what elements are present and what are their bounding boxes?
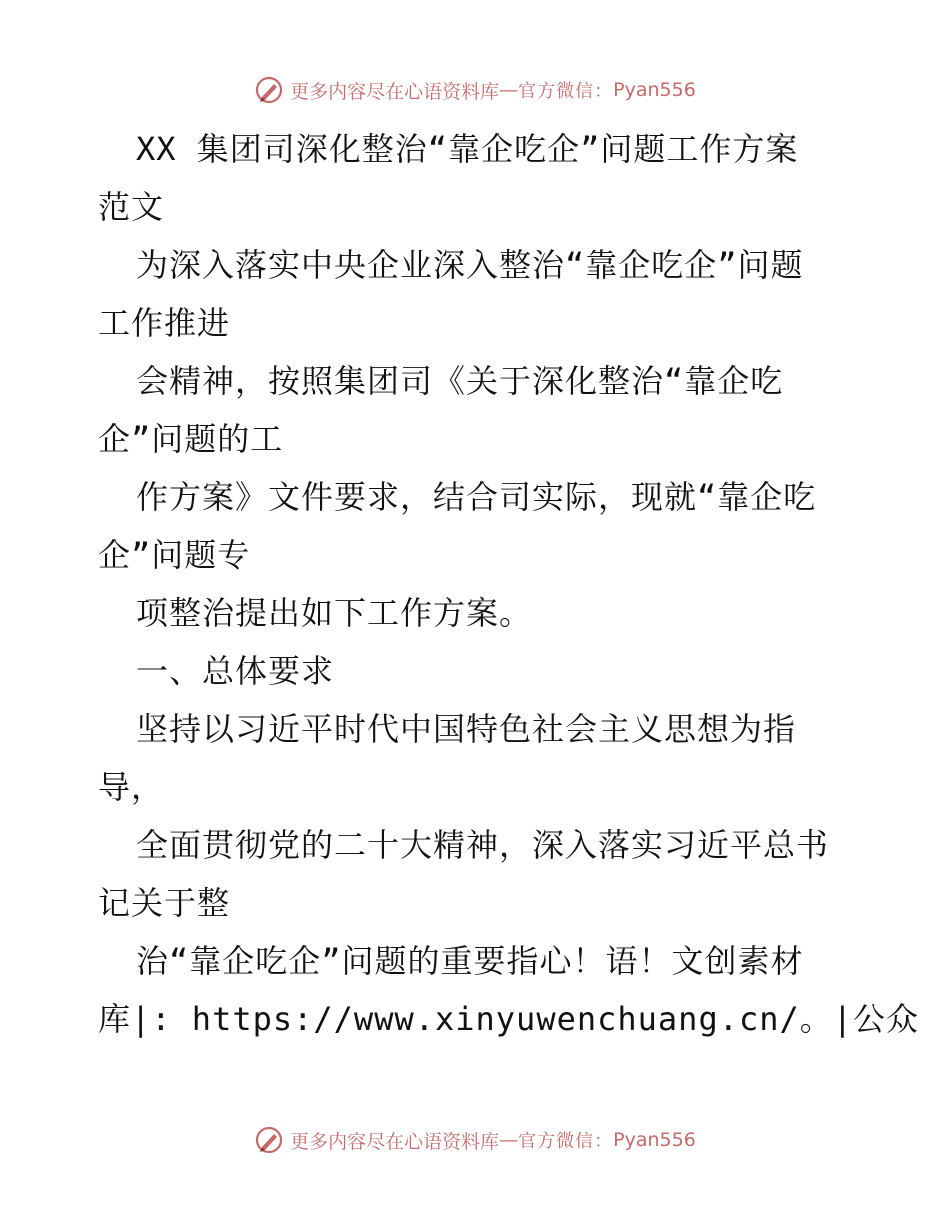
pen-logo-icon (254, 75, 284, 105)
watermark-wechat-id: Pyan556 (613, 1129, 696, 1151)
paragraph-line: 项整治提出如下工作方案。 (136, 594, 533, 632)
watermark-sub-text: 官方微信： (518, 81, 614, 102)
paragraph-line: 全面贯彻党的二十大精神，深入落实习近平总书 (136, 826, 830, 864)
paragraph-line: 作方案》文件要求，结合司实际，现就“靠企吃 (136, 478, 817, 516)
paragraph-line: 为深入落实中央企业深入整治“靠企吃企”问题 (136, 246, 804, 284)
watermark-main-text: 更多内容尽在心语资料库 (290, 80, 500, 103)
paragraph-line: 坚持以习近平时代中国特色社会主义思想为指 (136, 710, 797, 748)
watermark-dash: — (499, 79, 519, 101)
doc-title-line-2: 范文 (98, 188, 165, 226)
paragraph-line: 企”问题专 (98, 536, 251, 574)
document-body (98, 120, 920, 1048)
paragraph-line: 治“靠企吃企”问题的重要指心！语！文创素材 (136, 942, 804, 980)
watermark-main-text: 更多内容尽在心语资料库 (290, 1130, 500, 1153)
section-heading: 一、总体要求 (136, 652, 335, 690)
paragraph-line: 企”问题的工 (98, 420, 284, 458)
footer-watermark (0, 1122, 950, 1158)
pen-logo-icon (254, 1125, 284, 1155)
header-watermark (0, 72, 950, 108)
paragraph-line: 工作推进 (98, 304, 231, 342)
paragraph-line: 库|: https://www.xinyuwenchuang.cn/。|公众 (98, 1000, 920, 1038)
watermark-wechat-id: Pyan556 (613, 79, 696, 101)
watermark-sub-text: 官方微信： (518, 1131, 614, 1152)
watermark-dash: — (499, 1129, 519, 1151)
doc-title-line-1: XX 集团司深化整治“靠企吃企”问题工作方案 (136, 130, 799, 168)
paragraph-line: 导， (98, 768, 165, 806)
paragraph-line: 记关于整 (98, 884, 231, 922)
paragraph-line: 会精神，按照集团司《关于深化整治“靠企吃 (136, 362, 784, 400)
